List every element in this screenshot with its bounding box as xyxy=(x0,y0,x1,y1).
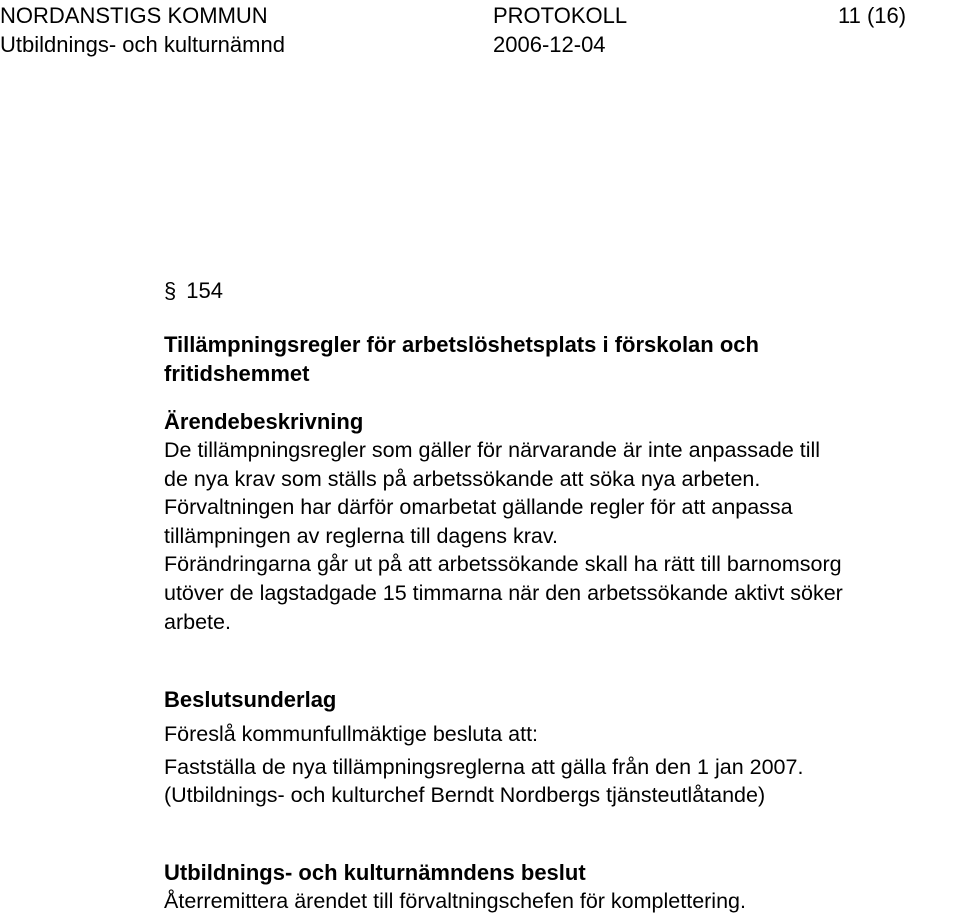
arendebeskrivning-line: De tillämpningsregler som gäller för närvarande är inte anpassade till xyxy=(164,438,821,462)
section-number-value: 154 xyxy=(186,278,223,303)
arendebeskrivning-section xyxy=(164,407,960,636)
document-body xyxy=(164,330,960,916)
arendebeskrivning-line: de nya krav som ställs på arbetssökande att söka nya arbeten. xyxy=(164,466,761,491)
arendebeskrivning-line: utöver de lagstadgade 15 timmarna när den arbetssökande aktivt söker xyxy=(164,580,843,605)
section-title: Tillämpningsregler för arbetslöshetsplats i förskolan och fritidshemmet xyxy=(164,332,759,386)
arendebeskrivning-line: arbete. xyxy=(164,609,231,634)
arendebeskrivning-line: tillämpningen av reglerna till dagens krav. xyxy=(164,523,558,548)
header-document-type: PROTOKOLL xyxy=(493,3,628,28)
arendebeskrivning-line: Förvaltningen har därför omarbetat gällande regler för att anpassa xyxy=(164,495,793,520)
beslutsunderlag-line: Fastställa de nya tillämpningsreglerna att gälla från den 1 jan 2007. xyxy=(164,754,804,779)
section-number xyxy=(164,278,223,304)
beslut-text: Återremittera ärendet till förvaltningschefen för komplettering. xyxy=(164,888,746,913)
beslutsunderlag-heading: Beslutsunderlag xyxy=(164,687,337,713)
beslutsunderlag-section xyxy=(164,685,960,810)
arendebeskrivning-heading: Ärendebeskrivning xyxy=(164,409,364,434)
beslutsunderlag-line: Föreslå kommunfullmäktige besluta att: xyxy=(164,722,539,747)
beslut-section xyxy=(164,858,960,916)
header-page-number: 11 (16) xyxy=(838,3,907,28)
arendebeskrivning-line: Förändringarna går ut på att arbetssökande skall ha rätt till barnomsorg xyxy=(164,552,842,577)
header-organization: NORDANSTIGS KOMMUN xyxy=(0,3,268,28)
beslut-heading: Utbildnings- och kulturnämndens beslut xyxy=(164,859,586,885)
header-date: 2006-12-04 xyxy=(493,32,606,57)
beslutsunderlag-line: (Utbildnings- och kulturchef Berndt Nordbergs tjänsteutlåtande) xyxy=(164,783,766,808)
section-symbol: § xyxy=(164,278,177,303)
header-committee: Utbildnings- och kulturnämnd xyxy=(0,32,285,57)
